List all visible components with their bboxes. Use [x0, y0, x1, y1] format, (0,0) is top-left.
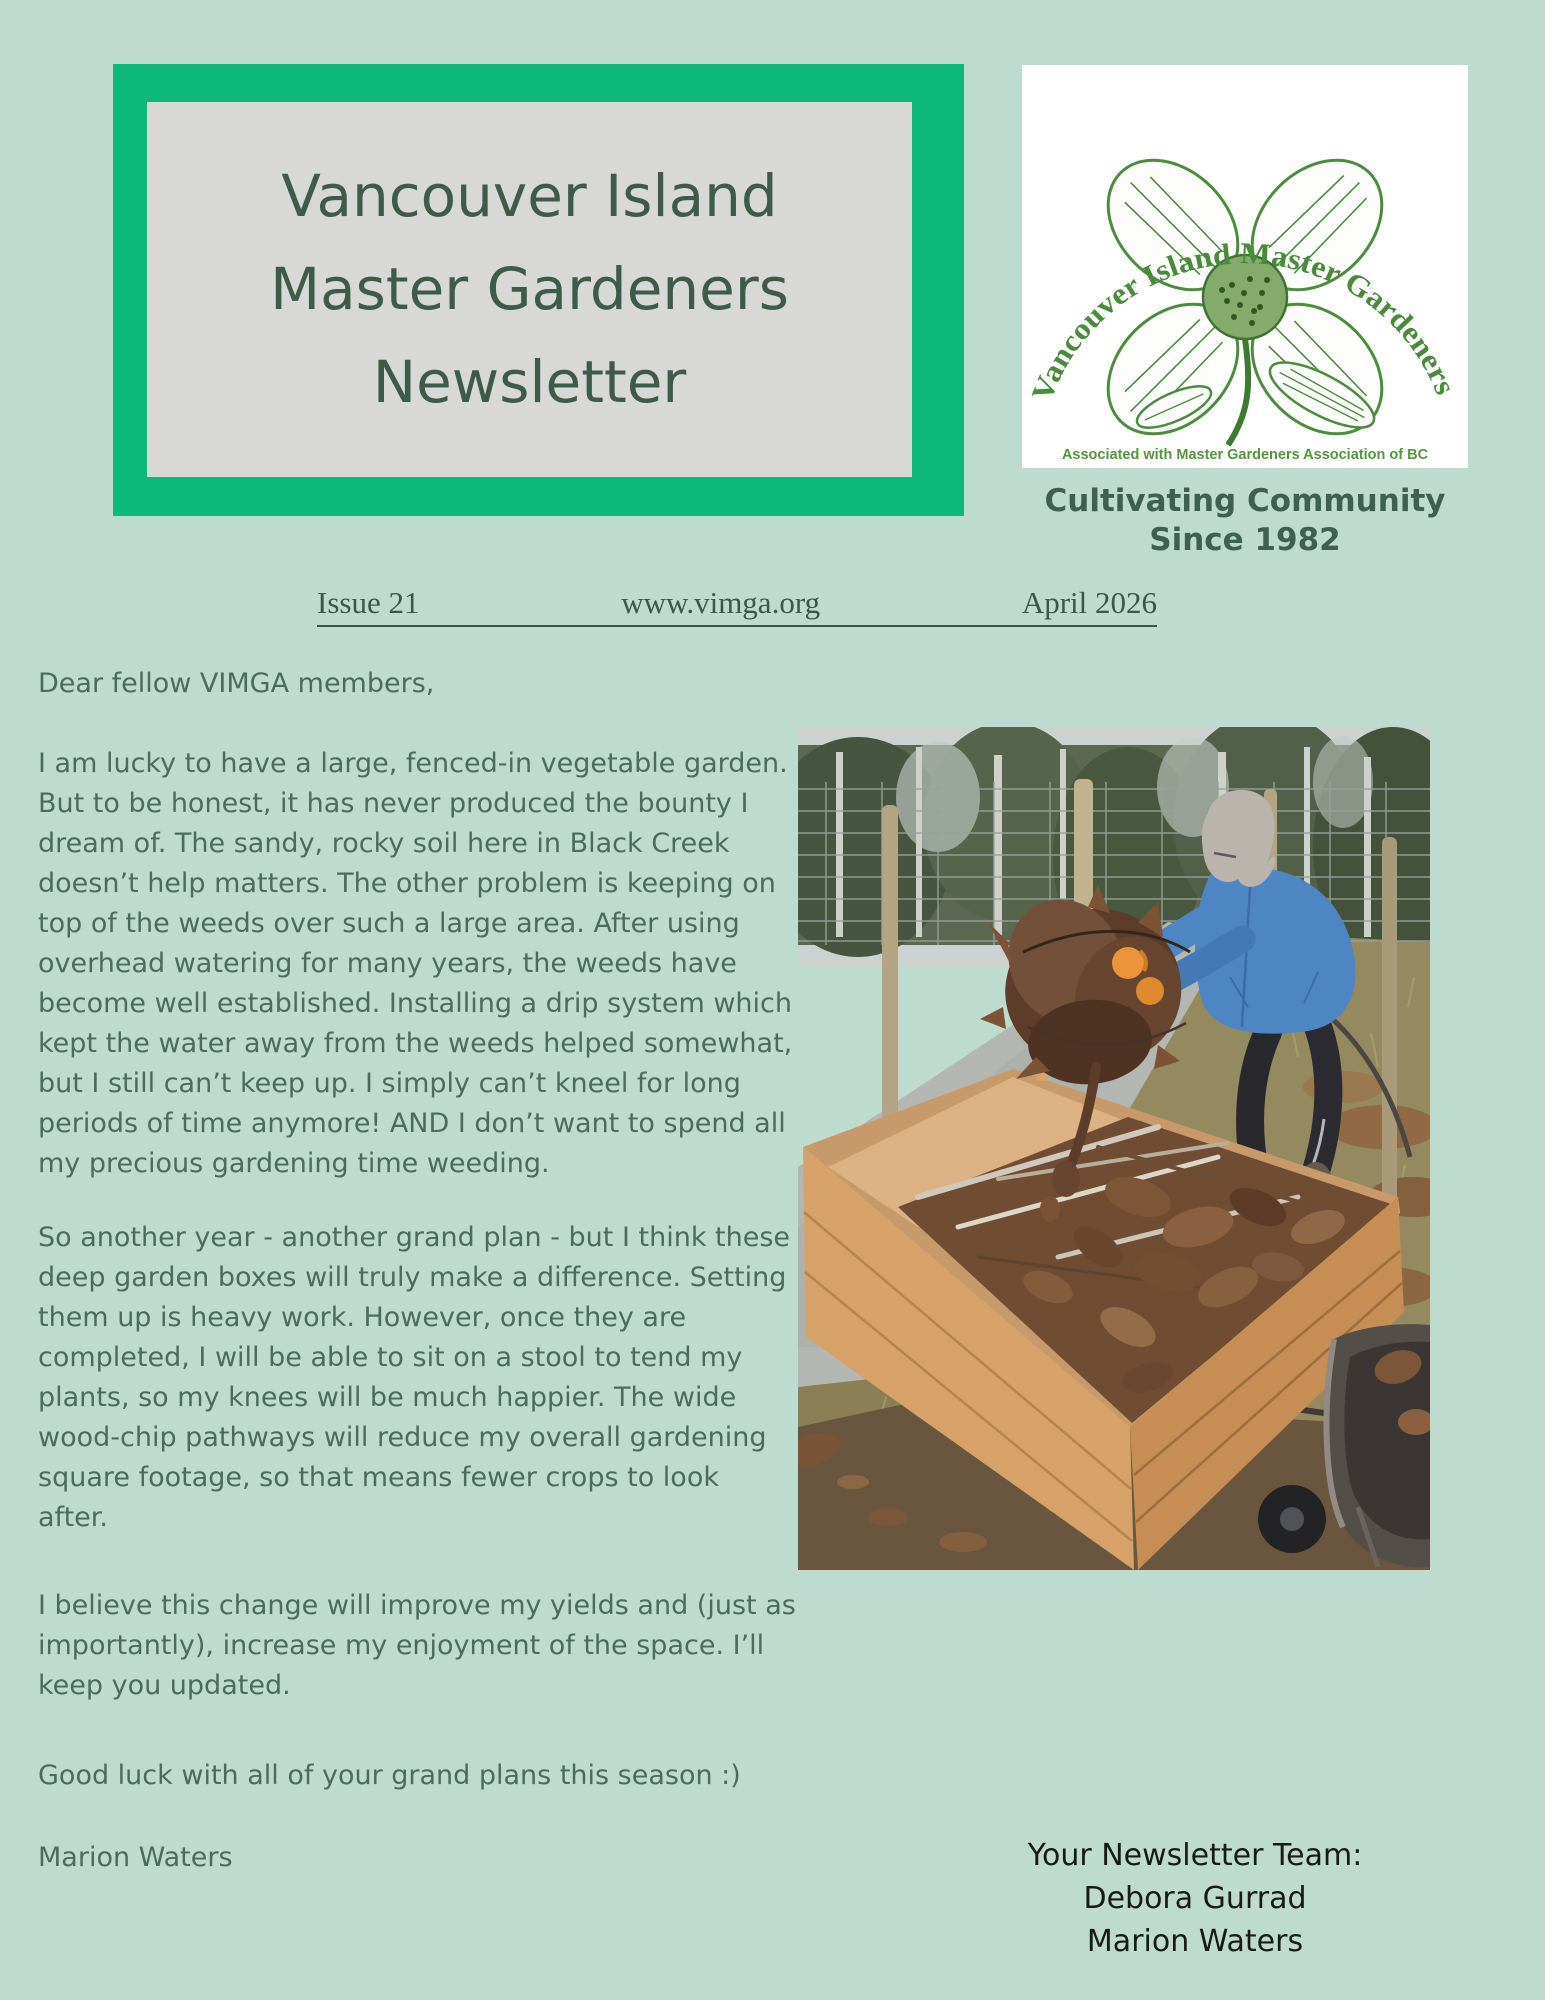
logo-arc-text: Vancouver Island Master Gardeners: [1025, 236, 1462, 406]
garden-photo-scene: [798, 727, 1430, 1570]
team-heading: Your Newsletter Team:: [1027, 1838, 1363, 1873]
tagline-line: Since 1982: [1149, 522, 1341, 558]
salutation: Dear fellow VIMGA members,: [38, 668, 435, 699]
logo-box: [1022, 65, 1468, 468]
letter-paragraph: I am lucky to have a large, fenced-in vegetable garden. But to be honest, it has never produced the bounty I dream of. The sandy, rocky soil here in Black Creek doesn’t help matters. The other problem is keeping on top of the weeds over such a large area. After using overhead watering for many years, the weeds have become well established. Installing a drip system which kept the water away from the weeds helped somewhat, but I still can’t keep up. I simply can’t kneel for long periods of time anymore! AND I don’t want to spend all my precious gardening time weeding.: [38, 748, 793, 1179]
issue-date: April 2026: [1021, 585, 1157, 620]
vimga-logo: [1022, 65, 1468, 468]
team-member: Debora Gurrad: [1083, 1881, 1307, 1916]
page-title-line: Master Gardeners: [270, 255, 789, 323]
newsletter-photo: [798, 727, 1430, 1570]
letter-paragraph: I believe this change will improve my yields and (just as importantly), increase my enjoyment of the space. I’ll keep you updated.: [38, 1590, 796, 1701]
team-block: [960, 1834, 1430, 1963]
masthead-panel: [147, 102, 912, 477]
letter-paragraph: So another year - another grand plan - but I think these deep garden boxes will truly make a difference. Setting them up is heavy work. However, once they are completed, I will be able to sit on a stool to tend my plants, so my knees will be much happier. The wide wood-chip pathways will reduce my overall gardening square footage, so that means fewer crops to look after.: [38, 1222, 791, 1533]
issue-bar: [317, 585, 1157, 627]
tagline: [1010, 482, 1480, 560]
team-member: Marion Waters: [1086, 1924, 1304, 1959]
letter-body: [38, 664, 796, 1878]
signature: Marion Waters: [38, 1842, 233, 1873]
page-title-line: Newsletter: [372, 348, 687, 416]
masthead-box: [113, 64, 964, 516]
website-link[interactable]: www.vimga.org: [621, 585, 821, 620]
closing-line: Good luck with all of your grand plans this season :): [38, 1760, 741, 1791]
tagline-line: Cultivating Community: [1044, 483, 1446, 519]
issue-number: Issue 21: [317, 585, 420, 620]
logo-caption: Associated with Master Gardeners Association of BC: [1061, 447, 1429, 463]
page-title-line: Vancouver Island: [281, 162, 778, 230]
